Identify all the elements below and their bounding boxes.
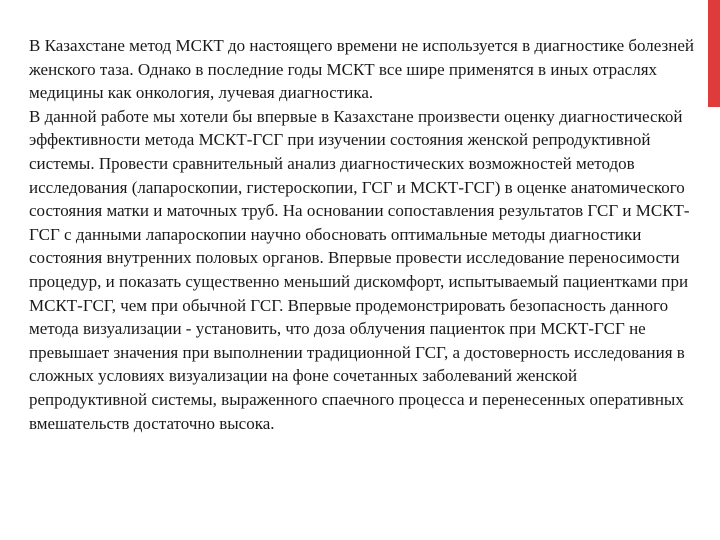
- accent-bar: [708, 0, 720, 107]
- paragraph-research-goals: В данной работе мы хотели бы впервые в Казахстане произвести оценку диагностической эффективности метода МСКТ-ГСГ при изучении состояния женской репродуктивной системы. Провести сравнительный анализ диагностических возможностей методов исследования (лапароскопии, гистероскопии, ГСГ и МСКТ-ГСГ) в оценке анатомического состояния матки и маточных труб. На основании сопоставления результатов ГСГ и МСКТ-ГСГ с данными лапароскопии научно обосновать оптимальные методы диагностики состояния внутренних половых органов. Впервые провести исследование переносимости процедур, и показать существенно меньший дискомфорт, испытываемый пациентками при МСКТ-ГСГ, чем при обычной ГСГ. Впервые продемонстрировать безопасность данного метода визуализации - установить, что доза облучения пациенток при МСКТ-ГСГ не превышает значения при выполнении традиционной ГСГ, а достоверность исследования в сложных условиях визуализации на фоне сочетанных заболеваний женской репродуктивной системы, выраженного спаечного процесса и перенесенных оперативных вмешательств достаточно высока.: [29, 106, 690, 433]
- body-text: [29, 34, 695, 435]
- paragraph-intro: В Казахстане метод МСКТ до настоящего времени не используется в диагностике болезней женского таза. Однако в последние годы МСКТ все шире применятся в иных отраслях медицины как онкология, лучевая диагностика.: [29, 36, 694, 103]
